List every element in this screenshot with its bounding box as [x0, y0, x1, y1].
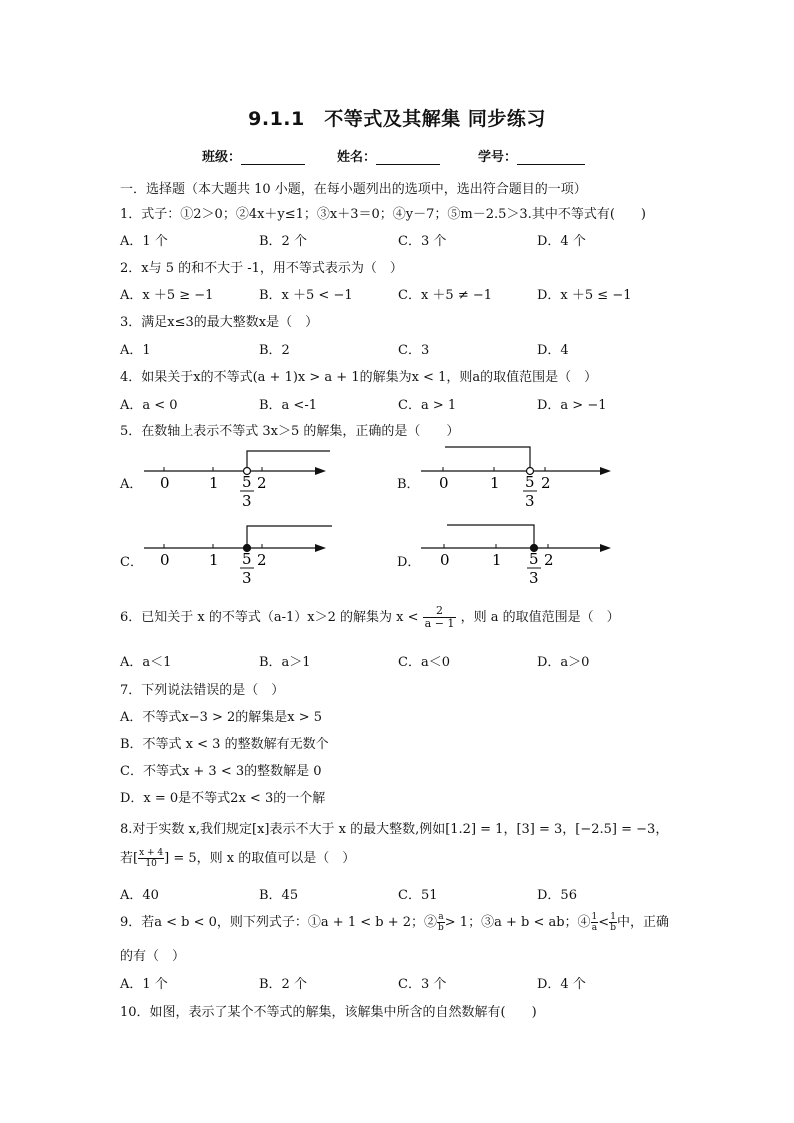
- solution-ray: [247, 526, 332, 548]
- q8-option-b[interactable]: B．45: [259, 888, 299, 903]
- q9-stem-a1: 9．若a < b < 0，则下列式子：①a + 1 < b + 2；②: [120, 915, 438, 930]
- name-blank[interactable]: [376, 150, 440, 165]
- q9-f2-num: 1: [591, 912, 598, 922]
- q5-option-c[interactable]: C．: [120, 555, 143, 570]
- q9-f1-den: b: [438, 923, 444, 933]
- q3-stem: 3．满足x≤3的最大整数x是（ ）: [120, 315, 319, 330]
- page-title: 9.1.1 不等式及其解集 同步练习: [248, 108, 546, 130]
- q9-option-c[interactable]: C．3 个: [398, 977, 447, 992]
- q3-option-d[interactable]: D．4: [537, 343, 569, 358]
- q8-option-c[interactable]: C．51: [398, 888, 438, 903]
- q7-stem: 7．下列说法错误的是（ ）: [120, 683, 285, 698]
- q8-stem-a: 8.对于实数 x,我们规定[x]表示不大于 x 的最大整数,例如[1.2] = 1，[3] = 3，[−2.5] = −3，: [120, 822, 669, 837]
- frac-denominator: 3: [525, 492, 535, 510]
- q1-option-b[interactable]: B．2 个: [259, 234, 307, 249]
- frac-denominator: 3: [529, 569, 539, 587]
- q5-option-b[interactable]: B．: [397, 477, 420, 492]
- q8-frac-num: x + 4: [139, 848, 164, 858]
- tick-label-1: 1: [492, 551, 502, 569]
- solution-ray: [447, 525, 534, 548]
- q8-stem-b1: 若[: [120, 851, 139, 866]
- q6-option-b[interactable]: B．a＞1: [259, 655, 311, 670]
- tick-label-2: 2: [257, 551, 267, 569]
- q7-option-a[interactable]: A．不等式x−3 > 2的解集是x > 5: [120, 710, 323, 725]
- q7-option-b[interactable]: B．不等式 x < 3 的整数解有无数个: [120, 737, 329, 752]
- frac-numerator: 5: [525, 473, 535, 491]
- tick-label-1: 1: [209, 474, 219, 492]
- q3-option-c[interactable]: C．3: [398, 343, 430, 358]
- q6-stem: [120, 605, 620, 630]
- q4-option-d[interactable]: D．a > −1: [537, 398, 607, 413]
- frac-numerator: 5: [242, 473, 252, 491]
- q6-option-c[interactable]: C．a＜0: [398, 655, 450, 670]
- id-field: [478, 146, 585, 165]
- class-blank[interactable]: [241, 150, 305, 165]
- tick-label-1: 1: [490, 474, 500, 492]
- q6-stem-b: ，则 a 的取值范围是（ ）: [460, 610, 620, 625]
- q9-option-b[interactable]: B．2 个: [259, 977, 307, 992]
- tick-label-0: 0: [440, 551, 450, 569]
- solution-ray: [445, 447, 530, 471]
- q7-option-c[interactable]: C．不等式x + 3 < 3的整数解是 0: [120, 764, 322, 779]
- q9-frac-3: [609, 912, 617, 933]
- q4-option-b[interactable]: B．a <-1: [259, 398, 317, 413]
- q2-stem: 2．x与 5 的和不大于 -1，用不等式表示为（ ）: [120, 261, 403, 276]
- tick-label-2: 2: [544, 551, 554, 569]
- axis-arrow: [315, 544, 326, 552]
- q9-stem-b: 的有（ ）: [120, 949, 186, 964]
- q1-option-c[interactable]: C．3 个: [398, 234, 447, 249]
- q4-option-c[interactable]: C．a > 1: [398, 398, 457, 413]
- q5-number-line-a: [140, 445, 340, 515]
- frac-numerator: 5: [529, 550, 539, 568]
- frac-numerator: 5: [242, 550, 252, 568]
- id-label: 学号：: [478, 150, 518, 165]
- axis-arrow: [315, 467, 326, 475]
- q2-option-d[interactable]: D．x ＋5 ≤ −1: [537, 288, 632, 303]
- q6-option-a[interactable]: A．a＜1: [120, 655, 172, 670]
- q8-frac-den: 10: [145, 859, 157, 869]
- q7-option-d[interactable]: D．x = 0是不等式2x < 3的一个解: [120, 791, 326, 806]
- tick-label-2: 2: [257, 474, 267, 492]
- q9-stem-a4: 中，正确: [616, 915, 669, 930]
- q9-stem-a2: > 1；③a + b < ab；④: [444, 915, 591, 930]
- id-blank[interactable]: [517, 150, 585, 165]
- q5-stem: 5．在数轴上表示不等式 3x＞5 的解集，正确的是（ ）: [120, 424, 460, 439]
- q6-stem-a: 6．已知关于 x 的不等式（a-1）x＞2 的解集为 x <: [120, 610, 419, 625]
- q6-option-d[interactable]: D．a＞0: [537, 655, 590, 670]
- q9-frac-1: [437, 912, 445, 933]
- q1-option-d[interactable]: D．4 个: [537, 234, 586, 249]
- q5-option-a[interactable]: A．: [120, 477, 143, 492]
- q4-option-a[interactable]: A．a < 0: [120, 398, 178, 413]
- q2-option-c[interactable]: C．x ＋5 ≠ −1: [398, 288, 493, 303]
- tick-label-0: 0: [160, 474, 170, 492]
- q9-stem-a3: <: [598, 915, 610, 930]
- q5-number-line-d: [417, 522, 617, 592]
- tick-label-0: 0: [439, 474, 449, 492]
- q8-option-d[interactable]: D．56: [537, 888, 577, 903]
- q8-option-a[interactable]: A．40: [120, 888, 159, 903]
- q5-option-d[interactable]: D．: [397, 555, 421, 570]
- q1-stem: 1．式子：①2＞0；②4x＋y≤1；③x＋3＝0；④y－7；⑤m－2.5＞3.其中不等式有( ): [120, 207, 646, 222]
- q1-option-a[interactable]: A．1 个: [120, 234, 168, 249]
- frac-denominator: 3: [242, 492, 252, 510]
- q2-option-b[interactable]: B．x ＋5 < −1: [259, 288, 353, 303]
- tick-label-1: 1: [209, 551, 219, 569]
- q3-option-b[interactable]: B．2: [259, 343, 290, 358]
- class-field: [202, 146, 305, 165]
- tick-label-2: 2: [541, 474, 551, 492]
- q5-number-line-c: [140, 522, 340, 592]
- q9-f3-den: b: [610, 923, 616, 933]
- q9-option-a[interactable]: A．1 个: [120, 977, 168, 992]
- q6-frac-num: 2: [423, 605, 457, 618]
- class-label: 班级：: [202, 150, 242, 165]
- section-heading: 一．选择题（本大题共 10 小题，在每小题列出的选项中，选出符合题目的一项）: [120, 182, 587, 197]
- q5-number-line-b: [417, 445, 617, 515]
- q9-f1-num: a: [438, 912, 444, 922]
- frac-denominator: 3: [242, 569, 252, 587]
- q6-frac-den: a − 1: [424, 617, 455, 630]
- q9-option-d[interactable]: D．4 个: [537, 977, 586, 992]
- q3-option-a[interactable]: A．1: [120, 343, 151, 358]
- q4-stem: 4．如果关于x的不等式(a + 1)x > a + 1的解集为x < 1，则a的取值范围是（ ）: [120, 370, 598, 385]
- tick-label-0: 0: [160, 551, 170, 569]
- axis-arrow: [600, 544, 611, 552]
- q8-stem-b2: ] = 5，则 x 的取值可以是（ ）: [164, 851, 356, 866]
- q6-fraction: [423, 605, 457, 630]
- q9-f3-num: 1: [610, 912, 616, 922]
- q9-stem-a: [120, 911, 669, 933]
- q10-stem: 10．如图，表示了某个不等式的解集，该解集中所含的自然数解有( ): [120, 1005, 537, 1020]
- q8-fraction: [138, 848, 164, 869]
- name-field: [337, 146, 440, 165]
- q8-stem-b: [120, 847, 355, 869]
- q2-option-a[interactable]: A．x ＋5 ≥ −1: [120, 288, 214, 303]
- axis-arrow: [600, 467, 611, 475]
- name-label: 姓名：: [337, 150, 377, 165]
- q9-f2-den: a: [591, 923, 598, 933]
